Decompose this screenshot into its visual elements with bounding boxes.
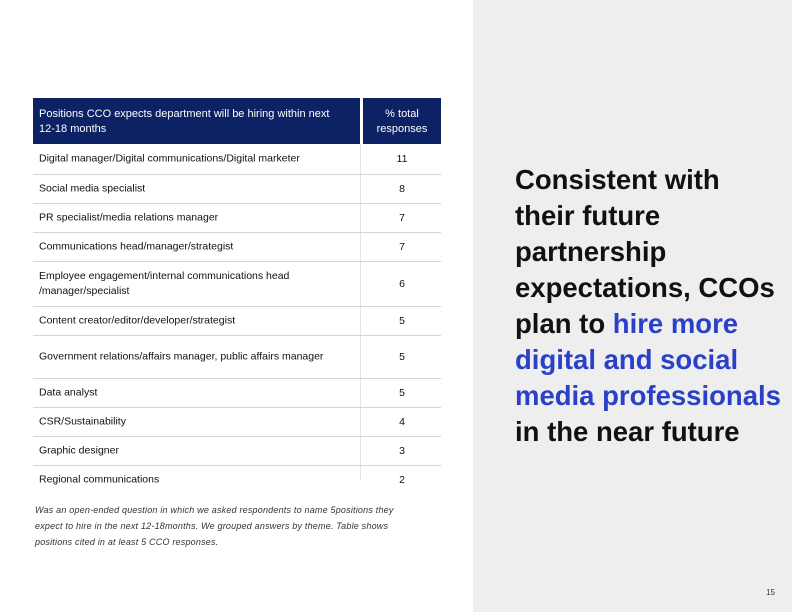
- row-value: 5: [399, 387, 405, 399]
- headline-text: Consistent with their future partnership expectations, CCOs plan to: [515, 164, 775, 339]
- row-position: Graphic designer: [39, 444, 119, 457]
- row-value: 11: [396, 153, 408, 165]
- row-value: 3: [399, 445, 405, 457]
- row-position: Content creator/editor/developer/strategist: [39, 314, 236, 327]
- headline: [515, 162, 785, 450]
- table-row: [33, 408, 441, 437]
- row-position: Employee engagement/internal communications head /manager/specialist: [39, 270, 290, 297]
- positions-table: [33, 98, 441, 494]
- row-value: 2: [399, 474, 405, 486]
- row-value: 6: [399, 278, 405, 290]
- table-row: [33, 204, 441, 233]
- table-row: [33, 466, 441, 494]
- row-value: 7: [399, 212, 405, 224]
- headline-text-end: in the near future: [515, 416, 740, 447]
- table-row: [33, 262, 441, 307]
- row-position: Communications head/manager/strategist: [39, 240, 234, 253]
- table-row: [33, 336, 441, 379]
- table-row: [33, 307, 441, 336]
- row-position: Social media specialist: [39, 182, 146, 195]
- row-position: Data analyst: [39, 386, 98, 399]
- row-position: Regional communications: [39, 473, 160, 486]
- page-number: 15: [766, 588, 775, 597]
- table-header: [33, 98, 441, 144]
- header-positions: Positions CCO expects department will be hiring within next 12-18 months: [39, 108, 330, 135]
- row-value: 5: [399, 351, 405, 363]
- row-value: 7: [399, 241, 405, 253]
- table-row: [33, 144, 441, 175]
- row-position: Digital manager/Digital communications/Digital marketer: [39, 152, 300, 165]
- headline-accent: hire more digital and social media professionals: [515, 308, 781, 411]
- table-row: [33, 175, 441, 204]
- row-position: Government relations/affairs manager, public affairs manager: [39, 350, 324, 363]
- table-row: [33, 437, 441, 466]
- row-value: 8: [399, 183, 405, 195]
- row-position: PR specialist/media relations manager: [39, 211, 219, 224]
- header-percent: % total responses: [376, 108, 428, 135]
- row-position: CSR/Sustainability: [39, 415, 126, 428]
- footnote: Was an open-ended question in which we asked respondents to name 5positions they expect to hire in the next 12-18months. We grouped answers by theme. Table shows positions cited in at least 5 CCO responses.: [35, 505, 394, 547]
- row-value: 4: [399, 416, 405, 428]
- row-value: 5: [399, 315, 405, 327]
- table-row: [33, 379, 441, 408]
- table-row: [33, 233, 441, 262]
